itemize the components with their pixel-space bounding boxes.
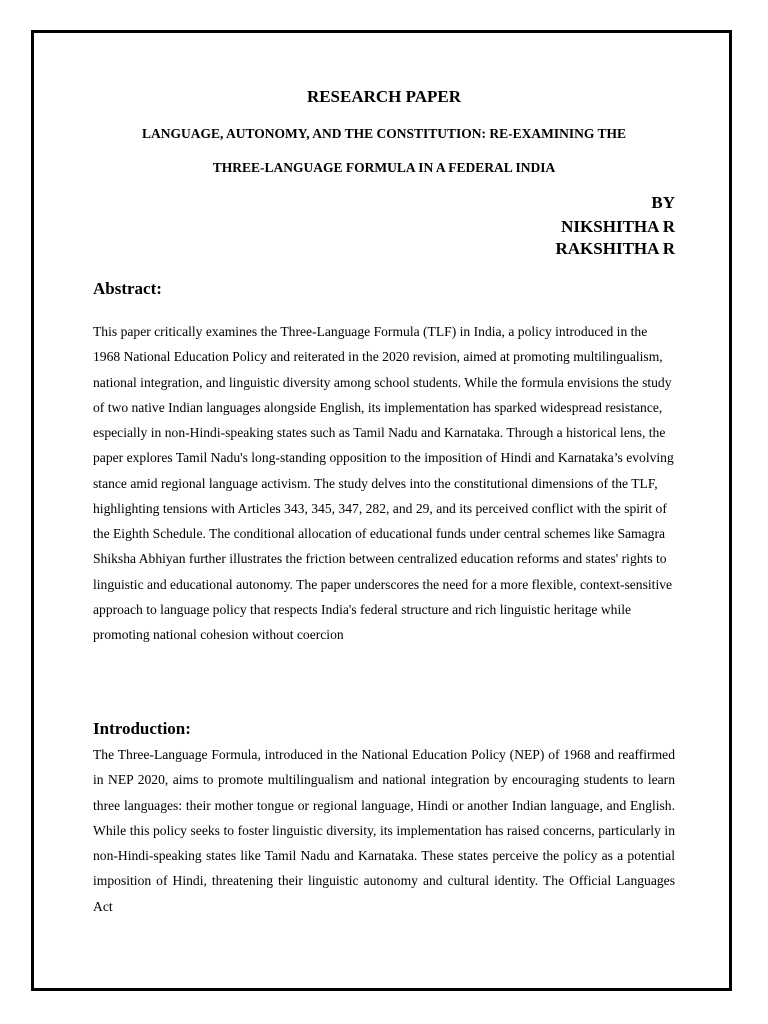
document-heading: RESEARCH PAPER [306, 87, 462, 106]
byline-label: BY [651, 193, 675, 212]
introduction-heading: Introduction: [93, 719, 191, 738]
abstract-heading: Abstract: [93, 279, 162, 298]
author-name: NIKSHITHA R [561, 217, 675, 236]
abstract-text: This paper critically examines the Three-Language Formula (TLF) in India, a policy introduced in the 1968 National Education Policy and reiterated in the 2020 revision, aimed at promoting multilingualism, national integration, and linguistic diversity among school students. While the formula envisions the study of two native Indian languages alongside English, its implementation has sparked widespread resistance, especially in non-Hindi-speaking states such as Tamil Nadu and Karnataka. Through a historical lens, the paper explores Tamil Nadu's long-standing opposition to the imposition of Hindi and Karnataka’s evolving stance amid regional language activism. The study delves into the constitutional dimensions of the TLF, highlighting tensions with Articles 343, 345, 347, 282, and 29, and its perceived conflict with the spirit of the Eighth Schedule. The conditional allocation of educational funds under central schemes like Samagra Shiksha Abhiyan further illustrates the friction between centralized education reforms and states' rights to linguistic and educational autonomy. The paper underscores the need for a more flexible, context-sensitive approach to language policy that respects India's federal structure and rich linguistic heritage while promoting national cohesion without coercion [93, 324, 674, 642]
author-name: RAKSHITHA R [555, 239, 675, 258]
paper-title-line-1: LANGUAGE, AUTONOMY, AND THE CONSTITUTION: RE-EXAMINING THE [141, 126, 627, 141]
paper-title-line-2: THREE-LANGUAGE FORMULA IN A FEDERAL INDIA [212, 160, 556, 175]
introduction-text: The Three-Language Formula, introduced in the National Education Policy (NEP) of 1968 and reaffirmed in NEP 2020, aims to promote multilingualism and national integration by encouraging students to learn three languages: their mother tongue or regional language, Hindi or another Indian language, and English. While this policy seeks to foster linguistic diversity, its implementation has raised concerns, particularly in non-Hindi-speaking states like Tamil Nadu and Karnataka. These states perceive the policy as a potential imposition of Hindi, threatening their linguistic autonomy and cultural identity. The Official Languages Act [93, 747, 675, 914]
